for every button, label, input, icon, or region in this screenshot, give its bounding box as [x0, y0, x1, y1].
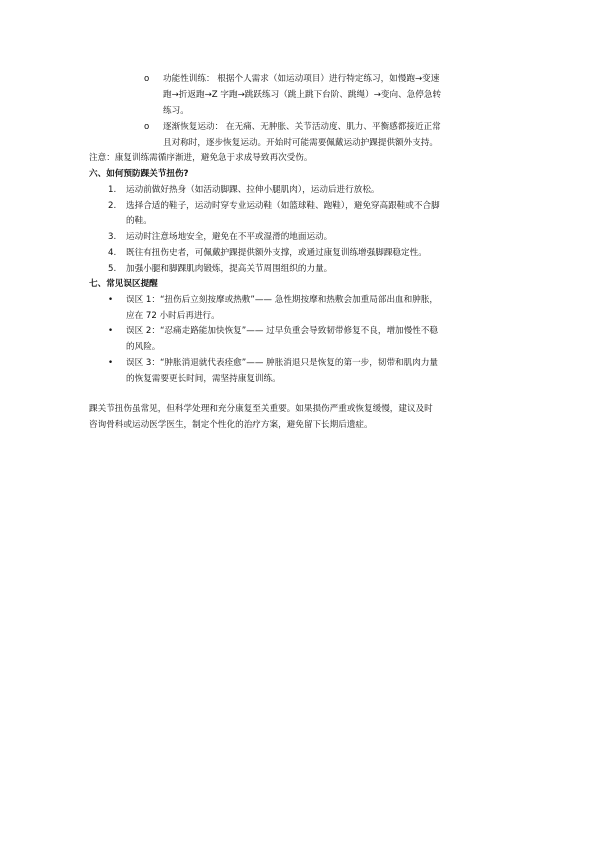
list-number: 1. [108, 185, 117, 195]
list-number: 4. [108, 248, 117, 258]
list-number: 3. [108, 232, 117, 242]
bullet-marker: • [108, 326, 114, 336]
prevention-item-5: 加强小腿和脚踝肌肉锻炼，提高关节周围组织的力量。 [126, 264, 333, 274]
bullet-marker: • [108, 295, 114, 305]
sub-bullet-marker: o [144, 74, 150, 84]
sub-bullet-marker: o [144, 122, 150, 132]
closing-paragraph-line-1: 踝关节扭伤虽常见，但科学处理和充分康复至关重要。如果损伤严重或恢复缓慢，建议及时 [89, 404, 433, 414]
bullet-marker: • [108, 358, 114, 368]
section-7-heading: 七、常见误区提醒 [89, 279, 158, 289]
list-number: 5. [108, 264, 117, 274]
closing-paragraph-line-2: 咨询骨科或运动医学医生，制定个性化的治疗方案，避免留下长期后遗症。 [89, 420, 373, 430]
rehab-note: 注意：康复训练需循序渐进，避免急于求成导致再次受伤。 [89, 153, 313, 163]
section-6-heading: 六、如何预防踝关节扭伤? [89, 169, 189, 179]
misconception-1-line-2: 应在 72 小时后再进行。 [126, 311, 220, 321]
misconception-3-line-2: 的恢复需要更长时间，需坚持康复训练。 [126, 374, 281, 384]
prevention-item-2-line-2: 的鞋。 [126, 216, 152, 226]
misconception-3-line-1: 误区 3：“肿胀消退就代表痊愈”—— 肿胀消退只是恢复的第一步，韧带和肌肉力量 [126, 358, 439, 368]
list-number: 2. [108, 201, 117, 211]
prevention-item-3: 运动时注意场地安全，避免在不平或湿滑的地面运动。 [126, 232, 333, 242]
gradual-return-line-2: 且对称时，逐步恢复运动。开始时可能需要佩戴运动护踝提供额外支持。 [163, 138, 439, 148]
misconception-1-line-1: 误区 1：“扭伤后立刻按摩或热敷”—— 急性期按摩和热敷会加重局部出血和肿胀， [126, 295, 439, 305]
prevention-item-1: 运动前做好热身（如活动脚踝、拉伸小腿肌肉），运动后进行放松。 [126, 185, 380, 195]
functional-training-line-1: 功能性训练： 根据个人需求（如运动项目）进行特定练习，如慢跑→变速 [163, 74, 440, 84]
functional-training-line-3: 练习。 [163, 106, 189, 116]
misconception-2-line-1: 误区 2：“忍痛走路能加快恢复”—— 过早负重会导致韧带修复不良，增加慢性不稳 [126, 326, 439, 336]
misconception-2-line-2: 的风险。 [126, 342, 161, 352]
prevention-item-4: 既往有扭伤史者，可佩戴护踝提供额外支撑，或通过康复训练增强脚踝稳定性。 [126, 248, 427, 258]
gradual-return-line-1: 逐渐恢复运动： 在无痛、无肿胀、关节活动度、肌力、平衡感都接近正常 [163, 122, 441, 132]
prevention-item-2-line-1: 选择合适的鞋子，运动时穿专业运动鞋（如篮球鞋、跑鞋），避免穿高跟鞋或不合脚 [126, 201, 440, 211]
functional-training-line-2: 跑→折返跑→Z 字跑→跳跃练习（跳上跳下台阶、跳绳）→变向、急停急转 [163, 90, 442, 100]
